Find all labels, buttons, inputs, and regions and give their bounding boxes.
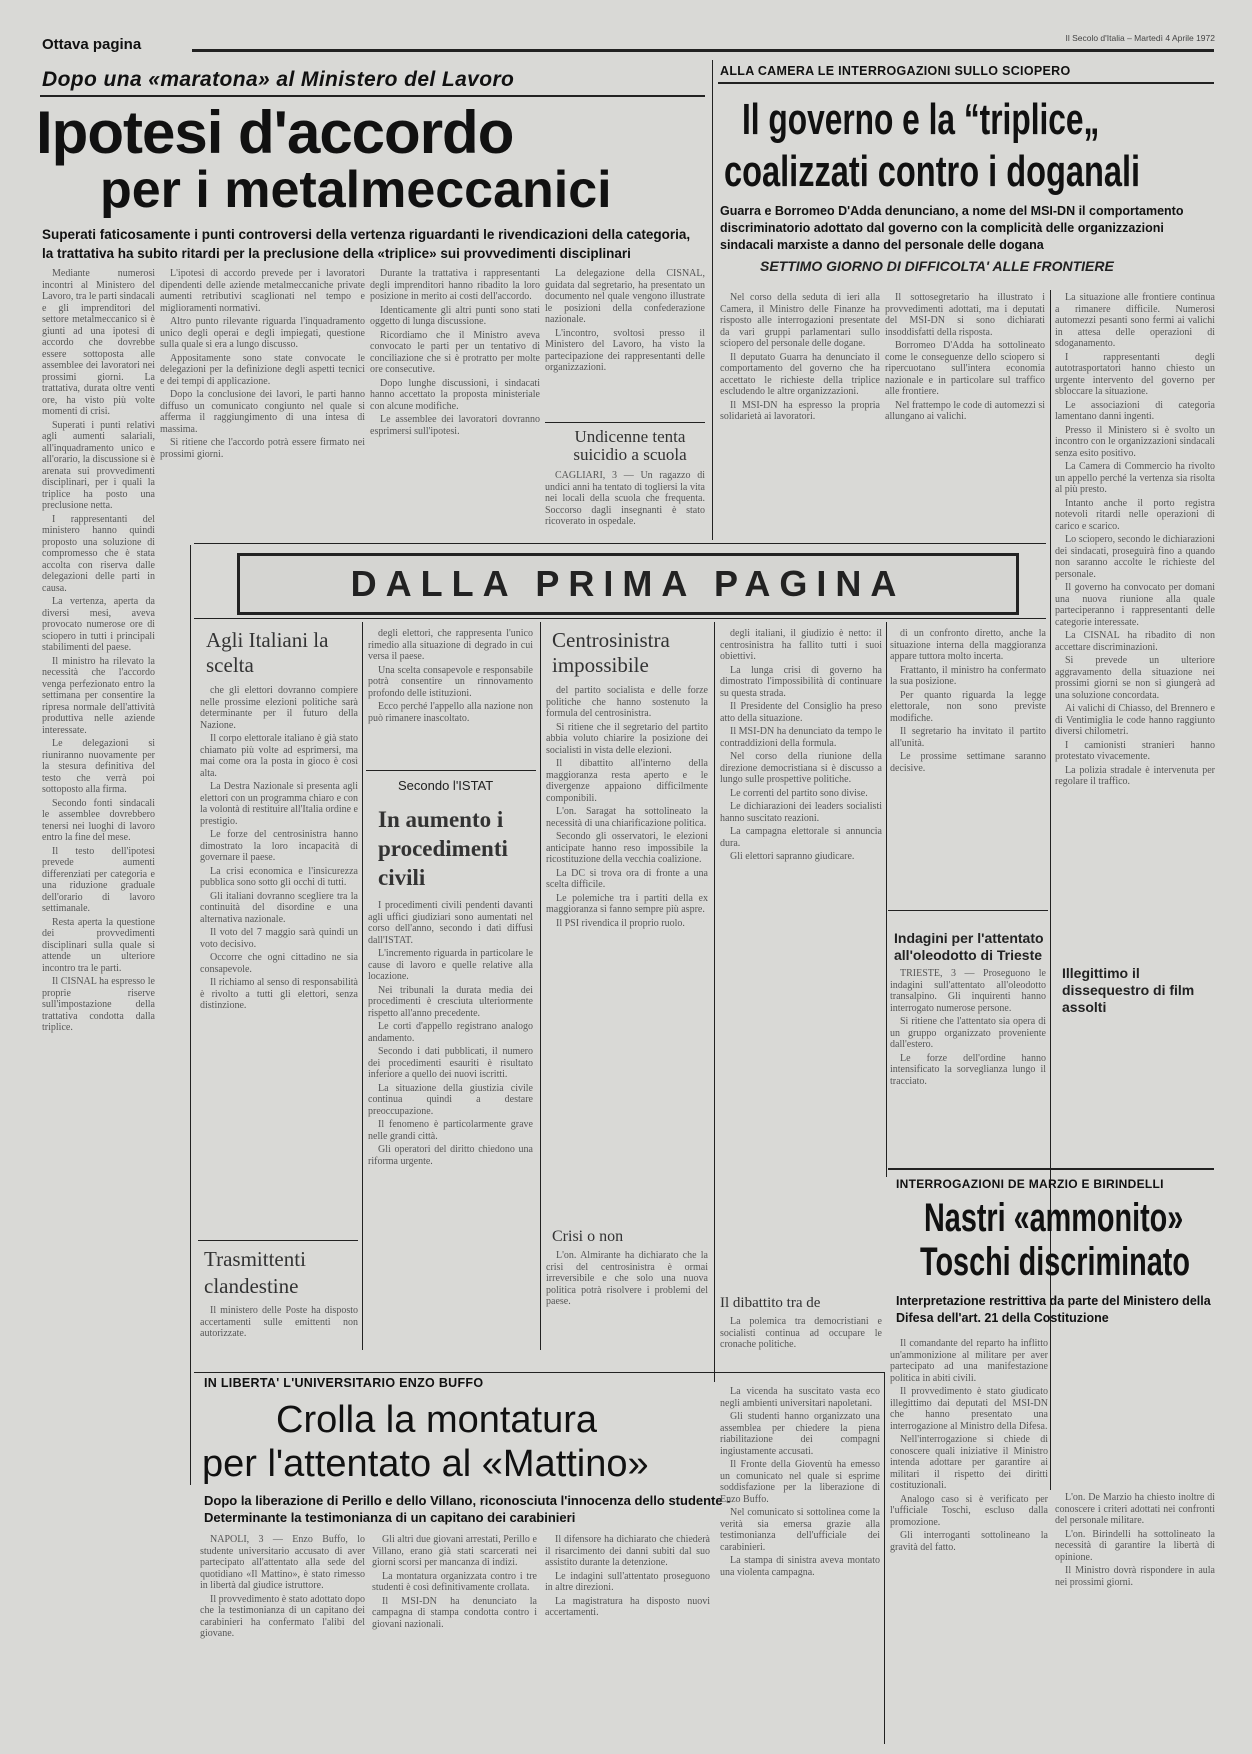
buffo-top-rule [194, 1372, 884, 1373]
buffo-body-col-4: La vicenda ha suscitato vasta eco negli ambienti universitari napoletani. Gli studenti hanno organizzato una assemblea per chiedere la piena riabilitazione dei compagni ingiustamente accusati. Il Fronte della Gioventù ha emesso un comunicato nel quale si esprime soddisfazione per la liberazione di Enzo Buffo. Nel comunicato si sottolinea come la verità sia emersa grazie alla testimonianza dell'ufficiale dei carabinieri. La stampa di sinistra aveva montato una violenta campagna. [720, 1386, 880, 1578]
buffo-body-col-2: Gli altri due giovani arrestati, Perillo e Villano, erano già stati scarcerati nei giorni scorsi per mancanza di indizi. La montatura organizzata contro i tre studenti è così definitivamente crollata. Il MSI-DN ha denunciato la campagna di stampa condotta contro i giovani nazionali. [372, 1534, 537, 1630]
trieste-rule [888, 910, 1048, 911]
trasmittenti-headline: Trasmittenti clandestine [204, 1247, 306, 1298]
crisi-body: L'on. Almirante ha dichiarato che la crisi del centrosinistra è ormai irreversibile e che solo una nuova politica potrà risolvere i problemi del paese. [546, 1250, 708, 1307]
undicenne-body: CAGLIARI, 3 — Un ragazzo di undici anni ha tentato di togliersi la vita nei locali della scuola che frequenta. Soccorso dagli insegnanti è stato ricoverato in ospedale. [545, 470, 705, 527]
buffo-subhead: Dopo la liberazione di Perillo e dello Villano, riconosciuta l'innocenza dello studente - Determinante la testimonianza di un capitano dei carabinieri [204, 1493, 731, 1525]
dibattito-body: La polemica tra democristiani e socialisti continua ad occupare le cronache politiche. [720, 1316, 882, 1350]
agli-italiani-headline: Agli Italiani la scelta [206, 628, 329, 677]
banner-text: DALLA PRIMA PAGINA [350, 563, 906, 604]
right-headline-line2: coalizzati contro i doganali [724, 147, 1141, 196]
film-headline: Illegittimo il dissequestro di film assolti [1062, 965, 1195, 1015]
header-rule [192, 49, 1214, 52]
right-kicker: ALLA CAMERA LE INTERROGAZIONI SULLO SCIOPERO [720, 64, 1071, 78]
left-body-col-2: L'ipotesi di accordo prevede per i lavoratori dipendenti delle aziende metalmeccaniche private aumenti retributivi scaglionati nel tempo e miglioramenti normativi. Altro punto rilevante riguarda l'inquadramento unico degli operai e degli impiegati, questione sulla quale si era a lungo discusso. Appositamente sono state convocate le delegazioni per la definizione degli aspetti tecnici e dei tempi di applicazione. Dopo la conclusione dei lavori, le parti hanno diffuso un comunicato congiunto nel quale si afferma il raggiungimento di una intesa di massima. Si ritiene che l'accordo potrà essere firmato nei prossimi giorni. [160, 268, 365, 460]
centrosinistra-headline: Centrosinistra impossibile [552, 628, 670, 677]
istat-body: I procedimenti civili pendenti davanti agli uffici giudiziari sono aumentati nel corso dell'anno, secondo i dati diffusi dall'ISTAT. L'incremento riguarda in particolare le cause di lavoro e quelle relative alla locazione. Nei tribunali la durata media dei procedimenti è cresciuta ulteriormente rispetto all'anno precedente. Le corti d'appello registrano analogo andamento. Secondo i dati pubblicati, il numero dei procedimenti esauriti è risultato inferiore a quello dei nuovi iscritti. La situazione della giustizia civile continua quindi a destare preoccupazione. Il fenomeno è particolarmente grave nelle grandi città. Gli operatori del diritto chiedono una riforma urgente. [368, 900, 533, 1167]
dp-col-5: di un confronto diretto, anche la situazione interna della maggioranza appare tuttora molto incerta. Frattanto, il ministro ha confermato la sua posizione. Per quanto riguarda la legge elettorale, non sono previste modifiche. Il segretario ha invitato il partito all'unità. Le prossime settimane saranno decisive. [890, 628, 1046, 774]
nastri-headline-line1: Nastri «ammonito» [924, 1196, 1184, 1240]
undicenne-headline: Undicenne tenta suicidio a scuola [573, 427, 687, 464]
buffo-headline-line1: Crolla la montatura [276, 1399, 598, 1441]
dp-rule-1 [362, 622, 363, 1350]
centrosinistra-body: del partito socialista e delle forze politiche che hanno sostenuto la formula del centrosinistra. Si ritiene che il segretario del partito abbia voluto chiarire la posizione dei socialisti in vista delle elezioni. Il dibattito all'interno della maggioranza resta aperto e le divergenze appaiono difficilmente componibili. L'on. Saragat ha sottolineato la necessità di una chiarificazione politica. Secondo gli osservatori, le elezioni anticipate hanno reso impossibile la ricostituzione della vecchia coalizione. La DC si trova ora di fronte a una scelta difficile. Le polemiche tra i partiti della ex maggioranza si fanno sempre più aspre. Il PSI rivendica il proprio ruolo. [546, 685, 708, 929]
left-body-col-4: La delegazione della CISNAL, guidata dal segretario, ha presentato un documento nel quale vengono illustrate le posizioni della confederazione nazionale. L'incontro, svoltosi presso il Ministero del Lavoro, ha visto la partecipazione dei rappresentanti delle organizzazioni. [545, 268, 705, 373]
dp-col-4: degli italiani, il giudizio è netto: il centrosinistra ha fallito tutti i suoi obiettivi. La lunga crisi di governo ha dimostrato l'impossibilità di continuare su questa strada. Il Presidente del Consiglio ha preso atto della situazione. Il MSI-DN ha denunciato da tempo le contraddizioni della formula. Nel corso della riunione della direzione democristiana si è discusso a lungo sulle prospettive politiche. Le correnti del partito sono divise. Le dichiarazioni dei leaders socialisti hanno suscitato reazioni. La campagna elettorale si annuncia dura. Gli elettori sapranno giudicare. [720, 628, 882, 862]
left-kicker-rule [40, 95, 705, 97]
masthead: Il Secolo d'Italia – Martedì 4 Aprile 1972 [1065, 33, 1215, 43]
top-vertical-rule [712, 60, 713, 540]
istat-kicker: Secondo l'ISTAT [398, 778, 494, 793]
right-tagline: SETTIMO GIORNO DI DIFFICOLTA' ALLE FRONTIERE [760, 258, 1114, 274]
nastri-subhead: Interpretazione restrittiva da parte del Ministero della Difesa dell'art. 21 della Costituzione [896, 1294, 1211, 1325]
trasmittenti-body: Il ministero delle Poste ha disposto accertamenti sulle emittenti non autorizzate. [200, 1305, 358, 1339]
right-kicker-rule [718, 82, 1214, 84]
undicenne-rule [545, 422, 705, 423]
dp-rule-4 [886, 622, 887, 1177]
buffo-body-col-1: NAPOLI, 3 — Enzo Buffo, lo studente universitario accusato di aver partecipato all'attentato alla sede del quotidiano «Il Mattino», è stato rimesso in libertà dal giudice istruttore. Il provvedimento è stato adottato dopo che la testimonianza di un capitano dei carabinieri ha confermato l'alibi del giovane. [200, 1534, 365, 1639]
right-body-col-1: Nel corso della seduta di ieri alla Camera, il Ministro delle Finanze ha risposto alle interrogazioni presentate da vari gruppi parlamentari sullo sciopero del personale delle dogane. Il deputato Guarra ha denunciato il comportamento del governo che ha accettato le richieste della triplice escludendo le altre organizzazioni. Il MSI-DN ha espresso la propria solidarietà ai lavoratori. [720, 292, 880, 422]
left-body-col-1: Mediante numerosi incontri al Ministero del Lavoro, tra le parti sindacali e gli imprenditori del settore metalmeccanico si è giunti ad una ipotesi di accordo che dovrebbe essere sottoposta alle assemblee dei lavoratori nei prossimi giorni. La trattativa, durata oltre venti ore, ha visto più volte momenti di crisi. Superati i punti relativi agli aumenti salariali, all'inquadramento unico e all'orario, la discussione si è arenata sui provvedimenti disciplinari, per i quali la triplice ha posto una preclusione netta. I rappresentanti del ministero hanno quindi proposto una soluzione di compromesso che è stata accolta con riserva dalle delegazioni delle parti in causa. La vertenza, aperta da diversi mesi, aveva provocato numerose ore di sciopero in tutti i principali stabilimenti del paese. Il ministro ha rilevato la necessità che l'accordo venga perfezionato entro la settimana per consentire la ripresa normale dell'attività produttiva nelle aziende interessate. Le delegazioni si riuniranno nuovamente per la stesura definitiva del testo che verrà poi sottoposto alla firma. Secondo fonti sindacali le assemblee dovrebbero tenersi nei luoghi di lavoro entro la fine del mese. Il testo dell'ipotesi prevede aumenti differenziati per categoria e una riduzione graduale dell'orario di lavoro settimanale. Resta aperta la questione dei provvedimenti disciplinari sulla quale si attende un ulteriore incontro tra le parti. Il CISNAL ha espresso le proprie riserve sull'impostazione della trattativa condotta dalla triplice. [42, 268, 155, 1033]
dp-rule-3 [714, 622, 715, 1382]
right-body-col-3: La situazione alle frontiere continua a rimanere difficile. Numerosi automezzi pesanti sono fermi ai valichi in attesa delle operazioni di sdoganamento. I rappresentanti degli autotrasportatori hanno chiesto un urgente intervento del governo per sbloccare la situazione. Le associazioni di categoria lamentano danni ingenti. Presso il Ministero si è svolto un incontro con le organizzazioni sindacali senza esito positivo. La Camera di Commercio ha rivolto un appello perché la vertenza sia risolta al più presto. Intanto anche il porto registra notevoli ritardi nelle operazioni di carico e scarico. Lo sciopero, secondo le dichiarazioni dei sindacati, proseguirà fino a quando non saranno accolte le richieste del personale. Il governo ha convocato per domani una nuova riunione alla quale parteciperanno i rappresentanti delle categorie interessate. La CISNAL ha ribadito di non accettare discriminazioni. Si prevede un ulteriore aggravamento della situazione nei prossimi giorni se non si giungerà ad una soluzione concordata. Ai valichi di Chiasso, del Brennero e di Ventimiglia le code hanno raggiunto diversi chilometri. I camionisti stranieri hanno protestato vivacemente. La polizia stradale è intervenuta per regolare il traffico. [1055, 292, 1215, 787]
right-subhead: Guarra e Borromeo D'Adda denunciano, a nome del MSI-DN il comportamento discriminatorio adottato dal governo con la complicità delle organizzazioni sindacali marxiste a danno del personale delle dogana [720, 204, 1184, 252]
right-headline-line1: Il governo e la “triplice„ [742, 95, 1100, 144]
agli-italiani-body: che gli elettori dovranno compiere nelle prossime elezioni politiche sarà determinante per il futuro della Nazione. Il corpo elettorale italiano è già stato chiamato più volte ad esprimersi, ma mai come ora la posta in gioco è così alta. La Destra Nazionale si presenta agli elettori con un programma chiaro e con la volontà di restituire all'Italia ordine e prestigio. Le forze del centrosinistra hanno dimostrato la loro incapacità di governare il paese. La crisi economica e l'insicurezza pubblica sono sotto gli occhi di tutti. Gli italiani dovranno scegliere tra la continuità del disordine e una alternativa nazionale. Il voto del 7 maggio sarà quindi un voto decisivo. Occorre che ogni cittadino ne sia consapevole. Il richiamo al senso di responsabilità è rivolto a tutti gli elettori, senza distinzione. [200, 685, 358, 1011]
buffo-body-col-3: Il difensore ha dichiarato che chiederà il risarcimento dei danni subiti dal suo assistito durante la detenzione. Le indagini sull'attentato proseguono in altre direzioni. La magistratura ha disposto nuovi accertamenti. [545, 1534, 710, 1618]
buffo-headline-line2: per l'attentato al «Mattino» [202, 1443, 649, 1485]
left-headline-line2: per i metalmeccanici [100, 161, 612, 219]
page-label: Ottava pagina [42, 36, 142, 53]
trieste-headline: Indagini per l'attentato all'oleodotto di Trieste [894, 930, 1044, 963]
left-headline-line1: Ipotesi d'accordo [36, 99, 514, 166]
istat-rule [366, 770, 536, 771]
trasmittenti-rule [198, 1240, 358, 1241]
banner-box [237, 553, 1019, 615]
far-left-rule [190, 545, 191, 1485]
nastri-kicker: INTERROGAZIONI DE MARZIO E BIRINDELLI [896, 1177, 1164, 1191]
left-kicker: Dopo una «maratona» al Ministero del Lavoro [42, 68, 515, 91]
nastri-body-col-2: L'on. De Marzio ha chiesto inoltre di conoscere i criteri adottati nei confronti del personale militare. L'on. Birindelli ha sottolineato la necessità di garantire la libertà di opinione. Il Ministro dovrà rispondere in aula nei prossimi giorni. [1055, 1492, 1215, 1588]
nastri-headline-line2: Toschi discriminato [920, 1240, 1190, 1284]
left-body-col-3: Durante la trattativa i rappresentanti degli imprenditori hanno ribadito la loro posizione in merito ai costi dell'accordo. Identicamente gli altri punti sono stati oggetto di lunga discussione. Ricordiamo che il Ministro aveva convocato le parti per un tentativo di conciliazione che si è protratto per molte ore consecutive. Dopo lunghe discussioni, i sindacati hanno accettato la proposta ministeriale con alcune modifiche. Le assemblee dei lavoratori dovranno esprimersi sull'ipotesi. [370, 268, 540, 437]
buffo-kicker: IN LIBERTA' L'UNIVERSITARIO ENZO BUFFO [204, 1376, 484, 1390]
banner-bottom-rule [194, 618, 1046, 619]
dp-col-2-top: degli elettori, che rappresenta l'unico rimedio alla situazione di degrado in cui versa il paese. Una scelta consapevole e responsabile potrà consentire un rinnovamento profondo delle istituzioni. Ecco perché l'appello alla nazione non può rimanere inascoltato. [368, 628, 533, 724]
buffo-vertical-rule [884, 1372, 885, 1744]
nastri-body-col-1: Il comandante del reparto ha inflitto un'ammonizione al militare per aver partecipato ad una manifestazione politica in abiti civili. Il provvedimento è stato giudicato illegittimo dai deputati del MSI-DN che hanno presentato una interrogazione al Ministro della Difesa. Nell'interrogazione si chiede di conoscere quali iniziative il Ministro intenda adottare per garantire ai militari il rispetto dei diritti costituzionali. Analogo caso si è verificato per l'ufficiale Toschi, escluso dalla promozione. Gli interroganti sottolineano la gravità del fatto. [890, 1338, 1048, 1553]
nastri-top-rule [888, 1168, 1214, 1170]
left-subhead: Superati faticosamente i punti controversi della vertenza riguardanti le rivendicazioni della categoria, la trattativa ha subito ritardi per la preclusione della «triplice» sui provvedimenti disciplinari [42, 227, 691, 261]
right-body-col-2: Il sottosegretario ha illustrato i provvedimenti adottati, ma i deputati del MSI-DN si sono dichiarati insoddisfatti della risposta. Borromeo D'Adda ha sottolineato come le conseguenze dello sciopero si ripercuotano sull'intera economia nazionale e in particolare sul traffico alle frontiere. Nel frattempo le code di automezzi si allungano ai valichi. [885, 292, 1045, 422]
crisi-headline: Crisi o non [552, 1228, 624, 1245]
banner-top-rule [194, 543, 1046, 544]
istat-headline: In aumento i procedimenti civili [378, 807, 508, 890]
dp-rule-2 [540, 622, 541, 1350]
trieste-body: TRIESTE, 3 — Proseguono le indagini sull'attentato all'oleodotto transalpino. Gli inquirenti hanno interrogato numerose persone. Si ritiene che l'attentato sia opera di un gruppo organizzato proveniente dall'estero. Le forze dell'ordine hanno intensificato la sorveglianza lungo il tracciato. [890, 968, 1046, 1087]
dibattito-headline: Il dibattito tra de [720, 1295, 821, 1311]
